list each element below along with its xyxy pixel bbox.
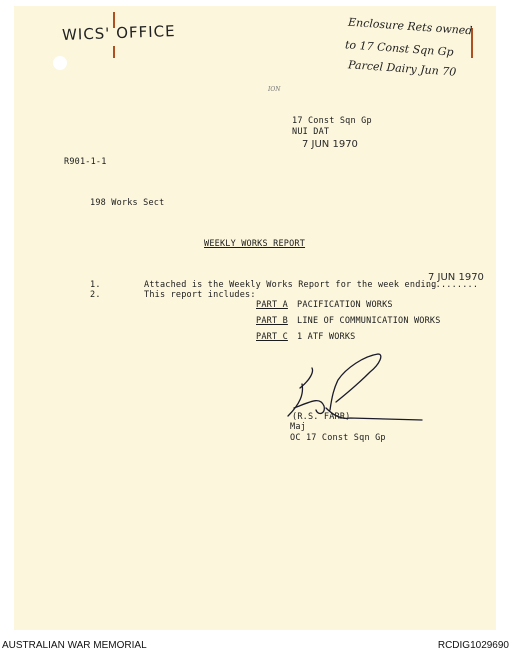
paragraph-text: This report includes:	[144, 290, 256, 300]
handwritten-office-label: WICS' OFFICE	[61, 22, 176, 44]
part-description: PACIFICATION WORKS	[297, 300, 393, 310]
sender-unit: 17 Const Sqn Gp	[292, 116, 372, 126]
archive-credit: AUSTRALIAN WAR MEMORIAL	[2, 640, 147, 651]
margin-mark	[113, 46, 115, 58]
paragraph-number: 2.	[90, 290, 101, 300]
handwritten-note-line-3: Parcel Dairy Jun 70	[347, 58, 457, 79]
part-description: 1 ATF WORKS	[297, 332, 356, 342]
signatory-rank: Maj	[290, 422, 306, 432]
handwritten-note-line-2: to 17 Const Sqn Gp	[344, 38, 455, 59]
part-label: PART B	[256, 316, 288, 326]
file-reference: R901-1-1	[64, 157, 107, 167]
part-label: PART C	[256, 332, 288, 342]
paragraph-number: 1.	[90, 280, 101, 290]
punch-hole	[53, 56, 67, 70]
sender-location: NUI DAT	[292, 127, 330, 137]
addressee: 198 Works Sect	[90, 198, 165, 208]
subject-heading: WEEKLY WORKS REPORT	[204, 239, 306, 249]
part-description: LINE OF COMMUNICATION WORKS	[297, 316, 441, 326]
dot-leader: ..........	[425, 280, 479, 290]
signatory-appointment: OC 17 Const Sqn Gp	[290, 433, 386, 443]
stray-mark: ION	[268, 86, 281, 93]
handwritten-note-line-1: Enclosure Rets owned	[347, 15, 473, 38]
part-label: PART A	[256, 300, 288, 310]
signatory-name: (R.S. FARR)	[292, 412, 351, 422]
archive-id: RCDIG1029690	[437, 640, 509, 651]
week-ending-date-stamp: 7 JUN 1970	[428, 272, 484, 283]
paragraph-text: Attached is the Weekly Works Report for the week ending	[144, 280, 437, 290]
date-stamp: 7 JUN 1970	[302, 139, 358, 150]
